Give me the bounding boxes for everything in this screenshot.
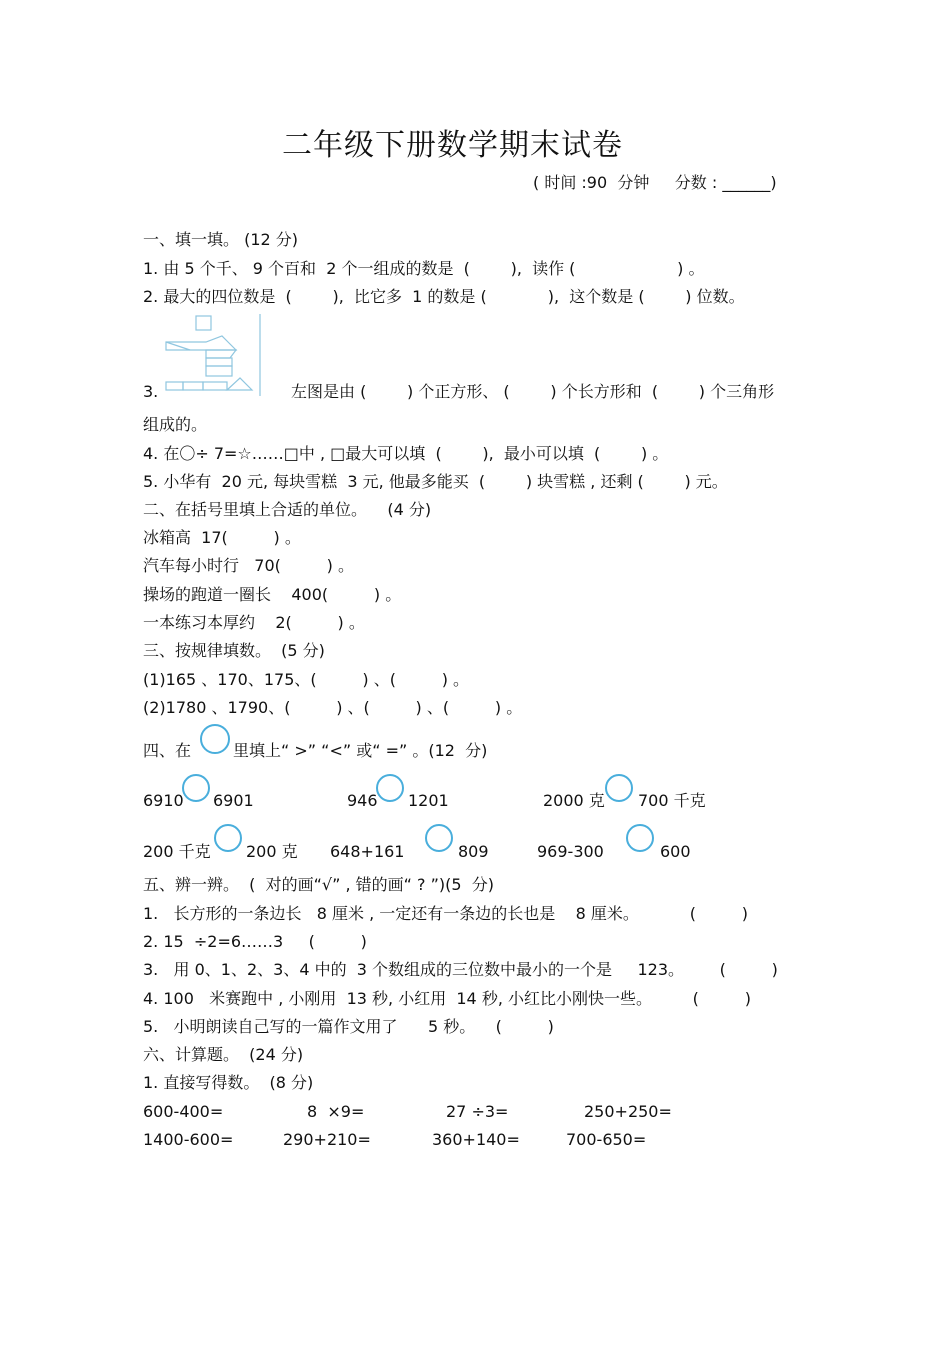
page-title: 二年级下册数学期末试卷 <box>282 128 623 163</box>
question-2-1: 冰箱高 17( ) 。 <box>143 528 301 547</box>
compare-circle-4[interactable] <box>214 824 242 852</box>
compare-2-left: 946 <box>347 791 378 810</box>
compare-3-right: 700 千克 <box>638 791 706 810</box>
compare-5-right: 809 <box>458 842 489 861</box>
compare-2-right: 1201 <box>408 791 449 810</box>
exam-info: ( 时间 :90 分钟 分数 : ______) <box>533 173 777 192</box>
compare-4-left: 200 千克 <box>143 842 211 861</box>
section-5-heading: 五、辨一辨。 ( 对的画“√” , 错的画“ ? ”)(5 分) <box>143 875 494 894</box>
question-1-1: 1. 由 5 个千、 9 个百和 2 个一组成的数是 ( ), 读作 ( ) 。 <box>143 259 705 278</box>
section-3-heading: 三、按规律填数。 (5 分) <box>143 641 325 660</box>
compare-circle-example <box>200 724 230 754</box>
question-5-5: 5. 小明朗读自己写的一篇作文用了 5 秒。 ( ) <box>143 1017 554 1036</box>
question-1-3-cont: 组成的。 <box>143 415 208 434</box>
compare-circle-1[interactable] <box>182 774 210 802</box>
section-6-heading: 六、计算题。 (24 分) <box>143 1045 304 1064</box>
question-2-4: 一本练习本厚约 2( ) 。 <box>143 613 365 632</box>
compare-circle-5[interactable] <box>425 824 453 852</box>
question-5-4: 4. 100 米赛跑中 , 小刚用 13 秒, 小红用 14 秒, 小红比小刚快一些。 ( ) <box>143 989 751 1008</box>
section-1-heading: 一、填一填。 (12 分) <box>143 230 299 249</box>
compare-1-right: 6901 <box>213 791 254 810</box>
calc-1: 600-400= <box>143 1102 224 1121</box>
question-5-3: 3. 用 0、1、2、3、4 中的 3 个数组成的三位数中最小的一个是 123。 ( ) <box>143 960 778 979</box>
compare-5-left: 648+161 <box>330 842 405 861</box>
section-2-heading: 二、在括号里填上合适的单位。 (4 分) <box>143 500 432 519</box>
compare-circle-6[interactable] <box>626 824 654 852</box>
calc-6: 290+210= <box>283 1130 371 1149</box>
section-4-heading-end: 里填上“ >” “<” 或“ =” 。(12 分) <box>233 741 488 760</box>
question-2-2: 汽车每小时行 70( ) 。 <box>143 556 354 575</box>
question-3-1: (1)165 、170、175、( ) 、( ) 。 <box>143 670 470 689</box>
compare-4-right: 200 克 <box>246 842 298 861</box>
question-1-3-number: 3. <box>143 382 159 401</box>
compare-circle-3[interactable] <box>605 774 633 802</box>
calc-2: 8 ×9= <box>307 1102 365 1121</box>
shape-figure-image <box>160 312 265 398</box>
question-1-4: 4. 在〇÷ 7=☆……□中 , □最大可以填 ( ), 最小可以填 ( ) 。 <box>143 444 669 463</box>
question-6-1-heading: 1. 直接写得数。 (8 分) <box>143 1073 314 1092</box>
compare-1-left: 6910 <box>143 791 184 810</box>
question-1-2: 2. 最大的四位数是 ( ), 比它多 1 的数是 ( ), 这个数是 ( ) 位数。 <box>143 287 745 306</box>
compare-6-right: 600 <box>660 842 691 861</box>
compare-6-left: 969-300 <box>537 842 604 861</box>
calc-5: 1400-600= <box>143 1130 234 1149</box>
question-5-2: 2. 15 ÷2=6……3 ( ) <box>143 932 367 951</box>
compare-3-left: 2000 克 <box>543 791 605 810</box>
question-3-2: (2)1780 、1790、( ) 、( ) 、( ) 。 <box>143 698 523 717</box>
calc-3: 27 ÷3= <box>446 1102 509 1121</box>
calc-8: 700-650= <box>566 1130 647 1149</box>
question-5-1: 1. 长方形的一条边长 8 厘米 , 一定还有一条边的长也是 8 厘米。 ( ) <box>143 904 749 923</box>
compare-circle-2[interactable] <box>376 774 404 802</box>
calc-7: 360+140= <box>432 1130 520 1149</box>
section-4-heading-start: 四、在 <box>143 741 192 760</box>
calc-4: 250+250= <box>584 1102 672 1121</box>
question-1-3: 左图是由 ( ) 个正方形、 ( ) 个长方形和 ( ) 个三角形 <box>291 382 775 401</box>
question-2-3: 操场的跑道一圈长 400( ) 。 <box>143 585 402 604</box>
question-1-5: 5. 小华有 20 元, 每块雪糕 3 元, 他最多能买 ( ) 块雪糕 , 还剩 ( ) 元。 <box>143 472 728 491</box>
